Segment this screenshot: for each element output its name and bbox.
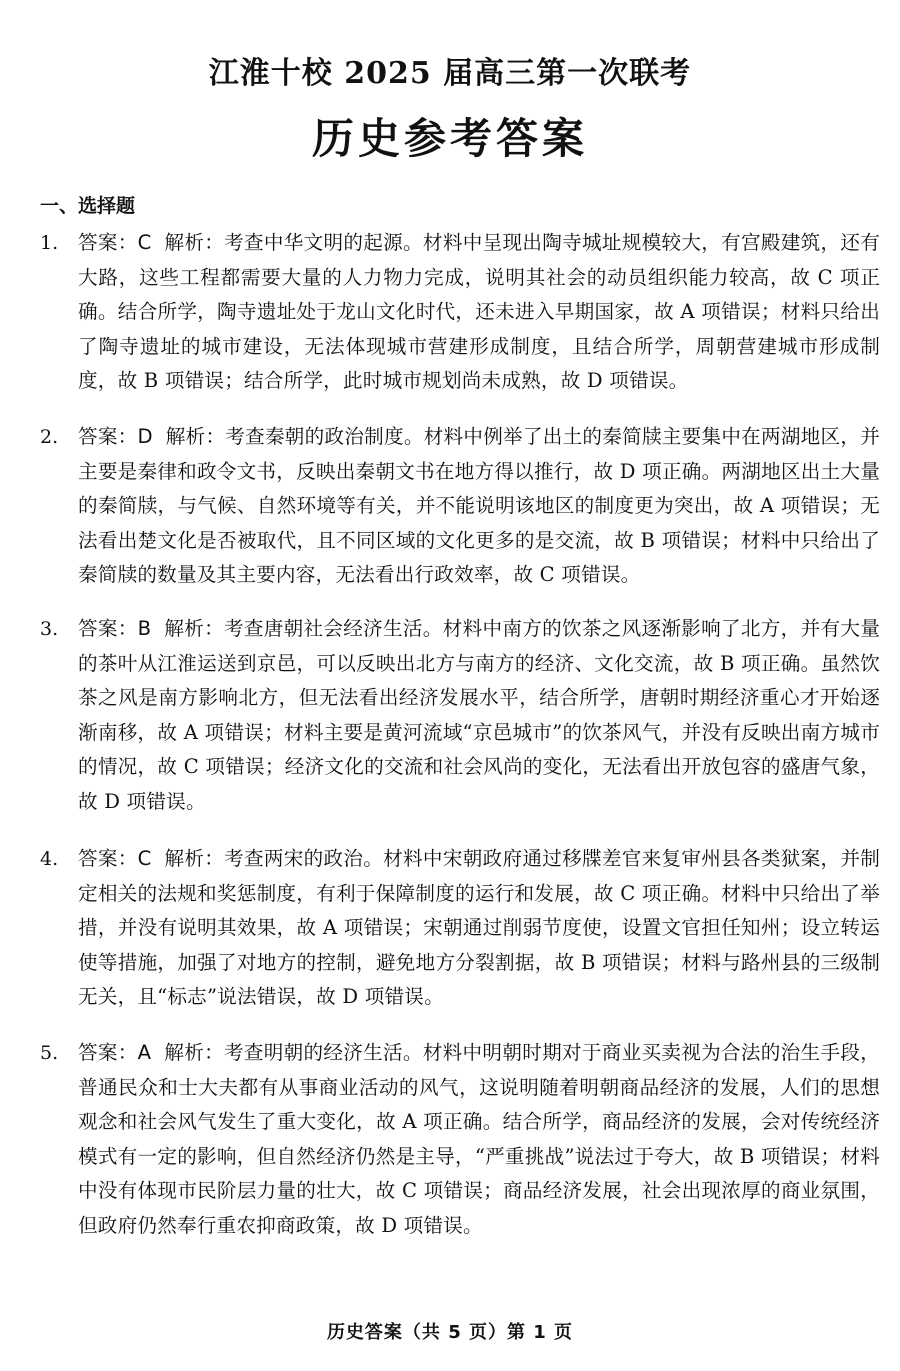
analysis-text: 解析：考查两宋的政治。材料中宋朝政府通过移牒差官来复审州县各类狱案，并制定相关的法规和奖惩制度，有利于保障制度的运行和发展，故 C 项正确。材料中只给出了举措，并没有说明其效果，故 A 项错误；宋朝通过削弱节度使，设置文官担任知州；设立转运使等措施，加强了对地方的控制，避免地方分裂割据，故 B 项错误；材料与路州县的三级制无关，且“标志”说法错误，故 D 项错误。 — [78, 847, 881, 1009]
question-number: 1. — [40, 232, 59, 254]
question-3 — [40, 612, 880, 820]
question-number: 2. — [40, 426, 59, 448]
answer-label: 答案：C — [78, 231, 152, 254]
page-footer: 历史答案（共 5 页）第 1 页 — [326, 1322, 574, 1343]
analysis-text: 解析：考查中华文明的起源。材料中呈现出陶寺城址规模较大，有宫殿建筑，还有大路，这些工程都需要大量的人力物力完成，说明其社会的动员组织能力较高，故 C 项正确。结合所学，陶寺遗址处于龙山文化时代，还未进入早期国家，故 A 项错误；材料只给出了陶寺遗址的城市建设，无法体现城市营建形成制度，且结合所学，周朝营建城市形成制度，故 B 项错误；结合所学，此时城市规划尚未成熟，故 D 项错误。 — [78, 231, 881, 393]
section-heading: 一、选择题 — [40, 195, 136, 217]
exam-title: 江淮十校 2025 届高三第一次联考 — [208, 56, 692, 91]
subject-title: 历史参考答案 — [311, 114, 588, 163]
answer-label: 答案：D — [78, 425, 153, 448]
analysis-text: 解析：考查明朝的经济生活。材料中明朝时期对于商业买卖视为合法的治生手段，普通民众和士大夫都有从事商业活动的风气，这说明随着明朝商品经济的发展，人们的思想观念和社会风气发生了重大变化，故 A 项正确。结合所学，商品经济的发展，会对传统经济模式有一定的影响，但自然经济仍然是主导，“严重挑战”说法过于夸大，故 B 项错误；材料中没有体现市民阶层力量的壮大，故 C 项错误；商品经济发展，社会出现浓厚的商业氛围，但政府仍然奉行重农抑商政策，故 D 项错误。 — [78, 1041, 881, 1237]
question-number: 3. — [40, 618, 59, 640]
question-2 — [40, 420, 880, 593]
analysis-text: 解析：考查秦朝的政治制度。材料中例举了出土的秦简牍主要集中在两湖地区，并主要是秦律和政令文书，反映出秦朝文书在地方得以推行，故 D 项正确。两湖地区出土大量的秦简牍，与气候、自然环境等有关，并不能说明该地区的制度更为突出，故 A 项错误；无法看出楚文化是否被取代，且不同区域的文化更多的是交流，故 B 项错误；材料中只给出了秦简牍的数量及其主要内容，无法看出行政效率，故 C 项错误。 — [78, 425, 880, 587]
question-1 — [40, 226, 880, 399]
answer-label: 答案：B — [78, 617, 152, 640]
answer-label: 答案：C — [78, 847, 152, 870]
analysis-text: 解析：考查唐朝社会经济生活。材料中南方的饮茶之风逐渐影响了北方，并有大量的茶叶从江淮运送到京邑，可以反映出北方与南方的经济、文化交流，故 B 项正确。虽然饮茶之风是南方影响北方，但无法看出经济发展水平，结合所学，唐朝时期经济重心才开始逐渐南移，故 A 项错误；材料主要是黄河流域“京邑城市”的饮茶风气，并没有反映出南方城市的情况，故 C 项错误；经济文化的交流和社会风尚的变化，无法看出开放包容的盛唐气象，故 D 项错误。 — [78, 617, 881, 813]
question-4 — [40, 842, 880, 1015]
question-number: 5. — [40, 1042, 59, 1064]
question-number: 4. — [40, 848, 59, 870]
question-5 — [40, 1036, 880, 1244]
answer-label: 答案：A — [78, 1041, 152, 1064]
